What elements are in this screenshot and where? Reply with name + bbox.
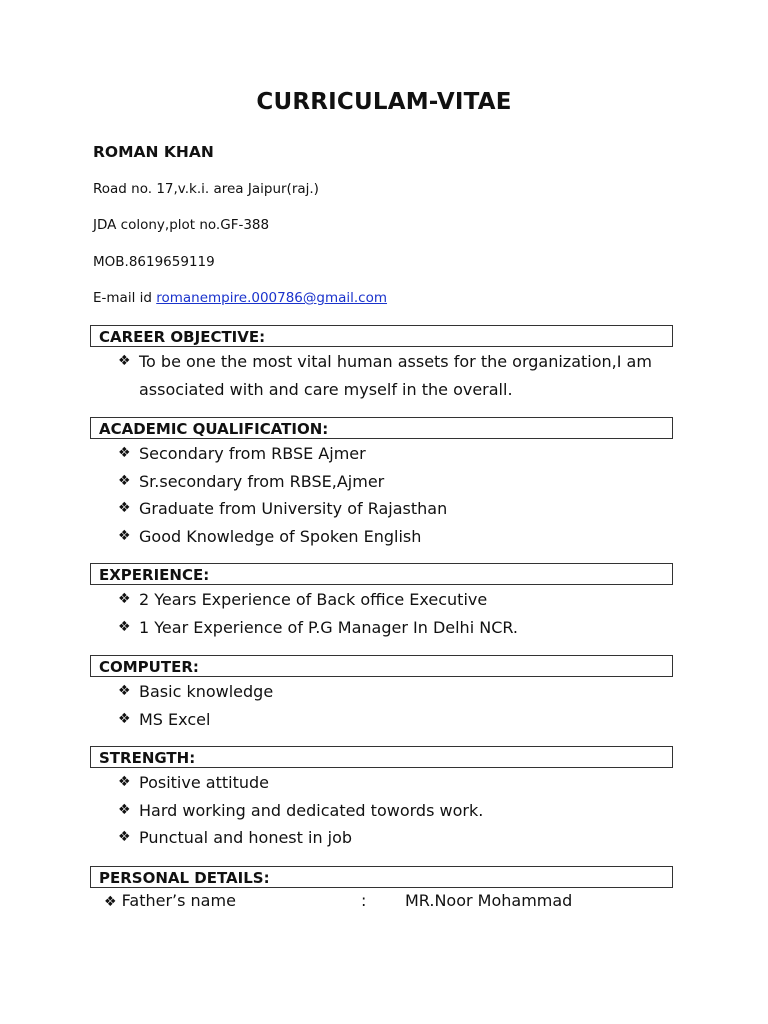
email-link[interactable]: romanempire.000786@gmail.com — [156, 290, 388, 306]
list-item: ❖ Graduate from University of Rajasthan — [118, 495, 688, 523]
list-item: ❖ Good Knowledge of Spoken English — [118, 523, 688, 551]
document-title: CURRICULAM-VITAE — [256, 89, 512, 115]
candidate-name: ROMAN KHAN — [93, 143, 214, 161]
academic-qualification-list — [118, 440, 688, 550]
list-item: ❖ Punctual and honest in job — [118, 824, 688, 852]
bullet-icon: ❖ — [118, 500, 131, 516]
bullet-icon: ❖ — [118, 774, 131, 790]
address-line-1: Road no. 17,v.k.i. area Jaipur(raj.) — [93, 181, 319, 197]
list-item: ❖ Basic knowledge — [118, 678, 688, 706]
list-item: ❖ 2 Years Experience of Back office Executive — [118, 586, 688, 614]
section-heading-academic-qualification: ACADEMIC QUALIFICATION: — [90, 417, 673, 439]
address-line-2: JDA colony,plot no.GF-388 — [93, 217, 270, 233]
father-name-value: MR.Noor Mohammad — [405, 891, 573, 910]
bullet-icon: ❖ — [118, 829, 131, 845]
bullet-icon: ❖ — [118, 472, 131, 489]
section-heading-strength: STRENGTH: — [90, 746, 673, 768]
section-heading-computer: COMPUTER: — [90, 655, 673, 677]
strength-list — [118, 769, 688, 852]
bullet-icon: ❖ — [118, 710, 131, 727]
career-objective-list — [118, 348, 678, 403]
mobile-number: MOB.8619659119 — [93, 254, 215, 270]
list-item: ❖ Positive attitude — [118, 769, 688, 797]
bullet-icon: ❖ — [104, 894, 117, 910]
father-name-separator: : — [361, 891, 367, 910]
bullet-icon: ❖ — [118, 801, 131, 818]
email-label: E-mail id — [93, 290, 152, 306]
father-name-label-row — [104, 891, 236, 910]
bullet-icon: ❖ — [118, 618, 131, 635]
list-item: ❖ Hard working and dedicated towords work. — [118, 797, 688, 825]
section-heading-personal-details: PERSONAL DETAILS: — [90, 866, 673, 888]
experience-list — [118, 586, 688, 641]
father-name-label: Father’s name — [121, 891, 236, 910]
section-heading-career-objective: CAREER OBJECTIVE: — [90, 325, 673, 347]
section-heading-experience: EXPERIENCE: — [90, 563, 673, 585]
bullet-icon: ❖ — [118, 353, 131, 369]
list-item: ❖ 1 Year Experience of P.G Manager In Delhi NCR. — [118, 614, 688, 642]
computer-list — [118, 678, 688, 733]
bullet-icon: ❖ — [118, 527, 131, 544]
bullet-icon: ❖ — [118, 445, 131, 461]
list-item: ❖ To be one the most vital human assets for the organization,I am associated with and care myself in the overall. — [118, 348, 678, 403]
list-item: ❖ Sr.secondary from RBSE,Ajmer — [118, 468, 688, 496]
list-item: ❖ MS Excel — [118, 706, 688, 734]
email-row — [93, 290, 387, 306]
bullet-icon: ❖ — [118, 591, 131, 607]
list-item: ❖ Secondary from RBSE Ajmer — [118, 440, 688, 468]
bullet-icon: ❖ — [118, 683, 131, 699]
